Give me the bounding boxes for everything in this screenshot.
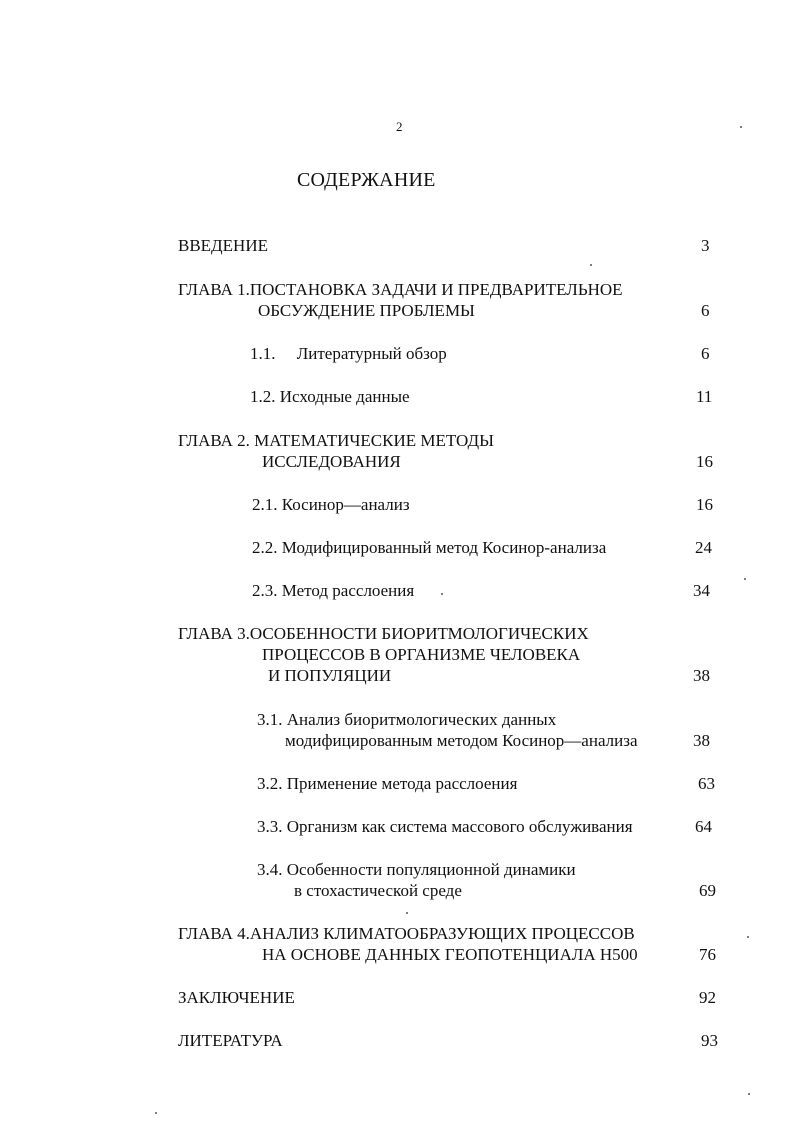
toc-entry-text: НА ОСНОВЕ ДАННЫХ ГЕОПОТЕНЦИАЛА Н500 — [262, 945, 638, 964]
toc-entry-page: 24 — [695, 538, 712, 557]
toc-entry-text: 1.2. Исходные данные — [250, 387, 410, 406]
scan-speck — [441, 593, 443, 595]
toc-entry-page: 3 — [701, 236, 710, 255]
scan-speck — [740, 126, 742, 128]
toc-title: СОДЕРЖАНИЕ — [297, 169, 436, 191]
toc-entry-page: 34 — [693, 581, 710, 600]
toc-entry-page: 69 — [699, 881, 716, 900]
page-number: 2 — [396, 119, 403, 134]
toc-entry-text: 3.3. Организм как система массового обслуживания — [257, 817, 633, 836]
scan-speck — [155, 1112, 157, 1114]
scan-speck — [744, 578, 746, 580]
scan-speck — [406, 912, 408, 914]
toc-entry-text: ПРОЦЕССОВ В ОРГАНИЗМЕ ЧЕЛОВЕКА — [262, 645, 581, 664]
toc-entry-text: 3.2. Применение метода расслоения — [257, 774, 518, 793]
toc-entry-text: ВВЕДЕНИЕ — [178, 236, 268, 255]
toc-entry-text: ЛИТЕРАТУРА — [178, 1031, 283, 1050]
toc-entry-page: 16 — [696, 495, 713, 514]
toc-entry-text: ЗАКЛЮЧЕНИЕ — [178, 988, 295, 1007]
toc-entry-text: 2.2. Модифицированный метод Косинор-анализа — [252, 538, 607, 557]
toc-entry-text: ИССЛЕДОВАНИЯ — [262, 452, 401, 471]
toc-entry-page: 38 — [693, 666, 710, 685]
toc-entry-text: 3.1. Анализ биоритмологических данных — [257, 710, 557, 729]
toc-entry-page: 6 — [701, 344, 710, 363]
toc-entry-page: 93 — [701, 1031, 718, 1050]
toc-entry-text: ГЛАВА 3.ОСОБЕННОСТИ БИОРИТМОЛОГИЧЕСКИХ — [178, 624, 589, 643]
toc-entry-page: 92 — [699, 988, 716, 1007]
toc-entry-text: ОБСУЖДЕНИЕ ПРОБЛЕМЫ — [258, 301, 475, 320]
toc-entry-text: 2.1. Косинор—анализ — [252, 495, 410, 514]
toc-entry-text: 3.4. Особенности популяционной динамики — [257, 860, 576, 879]
toc-entry-text: модифицированным методом Косинор—анализа — [285, 731, 638, 750]
scan-speck — [748, 1093, 750, 1095]
toc-entry-text: в стохастической среде — [294, 881, 462, 900]
scan-speck — [747, 936, 749, 938]
toc-entry-text: ГЛАВА 1.ПОСТАНОВКА ЗАДАЧИ И ПРЕДВАРИТЕЛЬНОЕ — [178, 280, 623, 299]
toc-entry-page: 11 — [696, 387, 713, 406]
toc-entry-page: 16 — [696, 452, 713, 471]
toc-entry-page: 63 — [698, 774, 715, 793]
toc-entry-text: ГЛАВА 4.АНАЛИЗ КЛИМАТООБРАЗУЮЩИХ ПРОЦЕССОВ — [178, 924, 635, 943]
toc-entry-text: ГЛАВА 2. МАТЕМАТИЧЕСКИЕ МЕТОДЫ — [178, 431, 494, 450]
toc-entry-page: 38 — [693, 731, 710, 750]
toc-entry-page: 76 — [699, 945, 716, 964]
toc-entry-text: И ПОПУЛЯЦИИ — [268, 666, 392, 685]
toc-entry-text: 1.1. Литературный обзор — [250, 344, 447, 363]
scan-speck — [590, 264, 592, 266]
toc-entry-text: 2.3. Метод расслоения — [252, 581, 415, 600]
toc-entry-page: 64 — [695, 817, 712, 836]
toc-entry-page: 6 — [701, 301, 710, 320]
